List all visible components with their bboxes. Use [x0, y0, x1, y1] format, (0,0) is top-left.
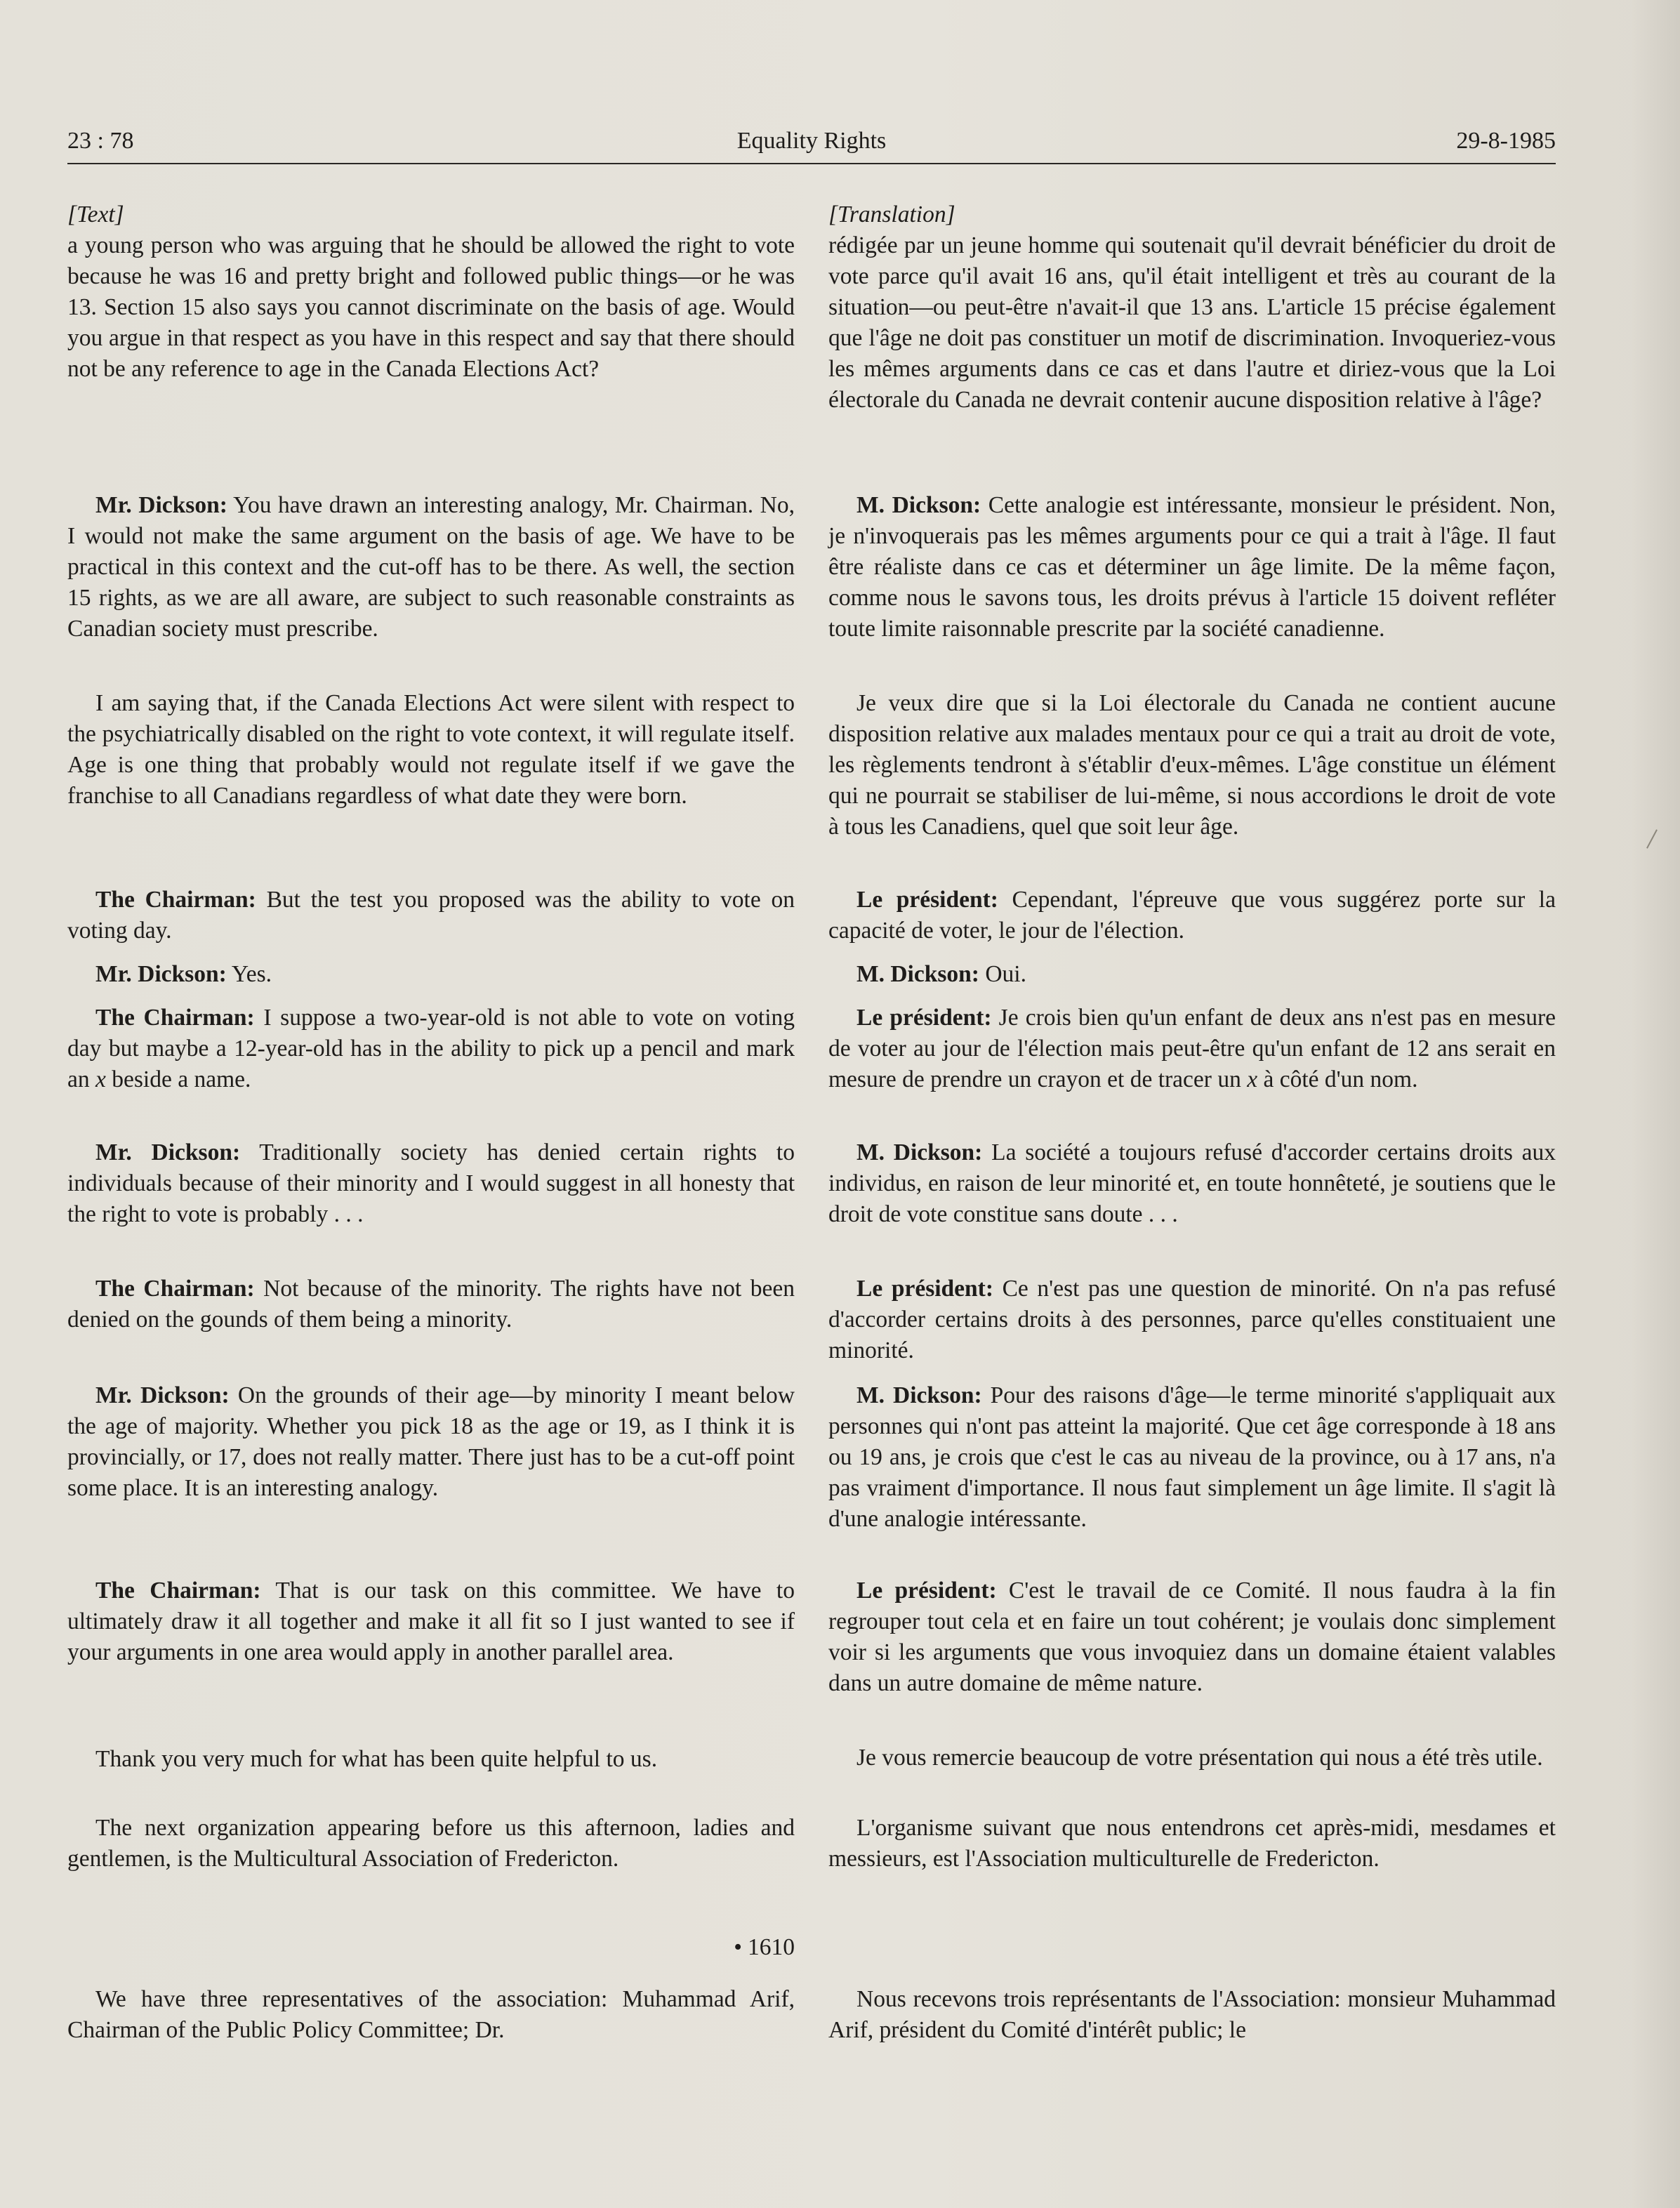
speaker-name: Le président: — [856, 1276, 993, 1302]
paragraph — [67, 1380, 795, 1504]
speaker-name: M. Dickson: — [856, 961, 979, 987]
speaker-name: M. Dickson: — [856, 1382, 982, 1408]
speaker-name: The Chairman: — [95, 1276, 255, 1302]
paragraph — [67, 959, 795, 990]
paragraph — [67, 1274, 795, 1335]
page-edge-shadow — [1631, 0, 1680, 2208]
paragraph: Nous recevons trois représentants de l'Association: monsieur Muhammad Arif, président du Comité d'intérêt public; le — [828, 1986, 1556, 2043]
paragraph — [828, 1274, 1556, 1366]
paragraph — [828, 490, 1556, 644]
paragraph — [67, 1003, 795, 1095]
paragraph — [828, 1003, 1556, 1095]
speech-text: That is our task on this committee. We have to ultimately draw it all together and make it all fit so I just wanted to see if your arguments in one area would apply in another parallel area. — [67, 1578, 795, 1665]
paragraph — [828, 1575, 1556, 1699]
speaker-name: Mr. Dickson: — [95, 492, 227, 518]
speaker-name: Mr. Dickson: — [95, 1139, 241, 1165]
paragraph: rédigée par un jeune homme qui soutenait qu'il devrait bénéficier du droit de vote parce qu'il avait 16 ans, qu'il était intelligent et très au courant de la situation—ou peut-être n'avait-il que 13 ans. L'article 15 précise également que l'âge ne doit pas constituer un motif de discrimination. Invoqueriez-vous les mêmes arguments dans ce cas et dans l'autre et diriez-vous que la Loi électorale du Canada ne devrait contenir aucune disposition relative à l'âge? — [828, 232, 1556, 413]
header-date: 29-8-1985 — [1456, 128, 1556, 154]
paragraph — [67, 490, 795, 644]
speaker-name: The Chairman: — [95, 1005, 255, 1031]
time-marker — [734, 1932, 795, 1963]
speech-text: Oui. — [979, 961, 1026, 987]
speech-text: beside a name. — [105, 1066, 251, 1092]
speech-text: La société a toujours refusé d'accorder certains droits aux individus, en raison de leur minorité et, en toute honnêteté, je soutiens que le droit de vote constitue sans doute . . . — [828, 1139, 1556, 1227]
speaker-name: M. Dickson: — [856, 492, 981, 518]
paragraph — [67, 1137, 795, 1230]
time-marker-text: 1610 — [748, 1934, 795, 1960]
speech-text: Je crois bien qu'un enfant de deux ans n'est pas en mesure de voter au jour de l'élection mais peut-être qu'un enfant de 12 ans serait en mesure de prendre un crayon et de tracer un — [828, 1005, 1556, 1092]
paragraph: Je vous remercie beaucoup de votre présentation qui nous a été très utile. — [856, 1745, 1543, 1771]
speaker-name: Mr. Dickson: — [95, 1382, 230, 1408]
speech-text: Pour des raisons d'âge—le terme minorité s'appliquait aux personnes qui n'ont pas atteint la majorité. Que cet âge corresponde à 18 ans ou 19 ans, je crois que c'est le cas au niveau de la province, ou à 17 ans, n'a pas vraiment d'importance. Il nous faut simplement un âge limite. Il s'agit là d'une analogie intéressante. — [828, 1382, 1556, 1532]
paragraph: I am saying that, if the Canada Elections Act were silent with respect to the psychiatrically disabled on the right to vote context, it will regulate itself. Age is one thing that probably would not regulate itself if we gave the franchise to all Canadians regardless of what date they were born. — [67, 690, 795, 809]
speaker-name: The Chairman: — [95, 1578, 261, 1604]
speaker-name: Le président: — [856, 1578, 997, 1604]
speech-text: à côté d'un nom. — [1257, 1066, 1418, 1092]
speaker-name: M. Dickson: — [856, 1139, 983, 1165]
paragraph: a young person who was arguing that he should be allowed the right to vote because he was 16 and pretty bright and followed public things—or he was 13. Section 15 also says you cannot discriminate on the basis of age. Would you argue in that respect as you have in this respect and say that there should not be any reference to age in the Canada Elections Act? — [67, 232, 795, 382]
speech-text: Cependant, l'épreuve que vous suggérez porte sur la capacité de voter, le jour de l'élection. — [828, 887, 1556, 944]
speech-text: C'est le travail de ce Comité. Il nous faudra à la fin regrouper tout cela et en faire un tout cohérent; je voulais donc simplement voir si les arguments que vous invoquiez dans un domaine étaient valables dans un autre domaine de même nature. — [828, 1578, 1556, 1696]
paragraph: We have three representatives of the association: Muhammad Arif, Chairman of the Public Policy Committee; Dr. — [67, 1986, 795, 2043]
speech-text: I suppose a two-year-old is not able to vote on voting day but maybe a 12-year-old has in the ability to pick up a pencil and mark an — [67, 1005, 795, 1092]
speech-text: On the grounds of their age—by minority I meant below the age of majority. Whether you pick 18 as the age or 19, as I think it is provincially, or 17, does not really matter. There just has to be a cut-off point some place. It is an interesting analogy. — [67, 1382, 795, 1501]
paragraph: The next organization appearing before us this afternoon, ladies and gentlemen, is the Multicultural Association of Fredericton. — [67, 1815, 795, 1872]
paragraph — [828, 959, 1556, 990]
header-title: Equality Rights — [736, 128, 887, 154]
speech-text: Yes. — [226, 961, 272, 987]
speech-text: Ce n'est pas une question de minorité. On n'a pas refusé d'accorder certains droits à des personnes, parce qu'elles constituaient une minorité. — [828, 1276, 1556, 1363]
french-column — [828, 0, 1556, 2208]
speech-text: Traditionally society has denied certain rights to individuals because of their minority and I would suggest in all honesty that the right to vote is probably . . . — [67, 1139, 795, 1227]
speaker-name: Le président: — [856, 887, 998, 913]
header-page-number: 23 : 78 — [67, 128, 134, 154]
translation-label: [Translation] — [828, 201, 955, 227]
speech-text: You have drawn an interesting analogy, Mr. Chairman. No, I would not make the same argument on the basis of age. We have to be practical in this context and the cut-off has to be there. As well, the section 15 rights, as we are all aware, are subject to such reasonable constraints as Canadian society must prescribe. — [67, 492, 795, 642]
paragraph — [67, 1575, 795, 1668]
speech-text: But the test you proposed was the ability to vote on voting day. — [67, 887, 795, 944]
paragraph — [828, 885, 1556, 946]
speaker-name: The Chairman: — [95, 887, 256, 913]
text-label: [Text] — [67, 201, 124, 227]
speech-text: Cette analogie est intéressante, monsieur le président. Non, je n'invoquerais pas les mêmes arguments pour ce qui a trait à l'âge. Il faut être réaliste dans ce cas et déterminer un âge limite. De la même façon, comme nous le savons tous, les droits prévus à l'article 15 doivent refléter toute limite raisonnable prescrite par la société canadienne. — [828, 492, 1556, 642]
english-column — [67, 0, 795, 2208]
paragraph — [828, 1137, 1556, 1230]
italic-variable: x — [95, 1066, 106, 1092]
speech-text: Not because of the minority. The rights have not been denied on the gounds of them being a minority. — [67, 1276, 795, 1333]
paragraph: L'organisme suivant que nous entendrons cet après-midi, mesdames et messieurs, est l'Association multiculturelle de Fredericton. — [828, 1815, 1556, 1872]
paragraph: Thank you very much for what has been quite helpful to us. — [95, 1746, 658, 1772]
bullet-icon: • — [734, 1934, 742, 1960]
speaker-name: Mr. Dickson: — [95, 961, 227, 987]
paragraph — [67, 885, 795, 946]
paragraph — [828, 1380, 1556, 1535]
speaker-name: Le président: — [856, 1005, 992, 1031]
paragraph: Je veux dire que si la Loi électorale du Canada ne contient aucune disposition relative aux malades mentaux pour ce qui a trait au droit de vote, les règlements tendront à s'établir d'eux-mêmes. L'âge constitue un élément qui ne pourrait se stabiliser de lui-même, si nous accordions le droit de vote à tous les Canadiens, quel que soit leur âge. — [828, 690, 1556, 840]
italic-variable: x — [1247, 1066, 1258, 1092]
